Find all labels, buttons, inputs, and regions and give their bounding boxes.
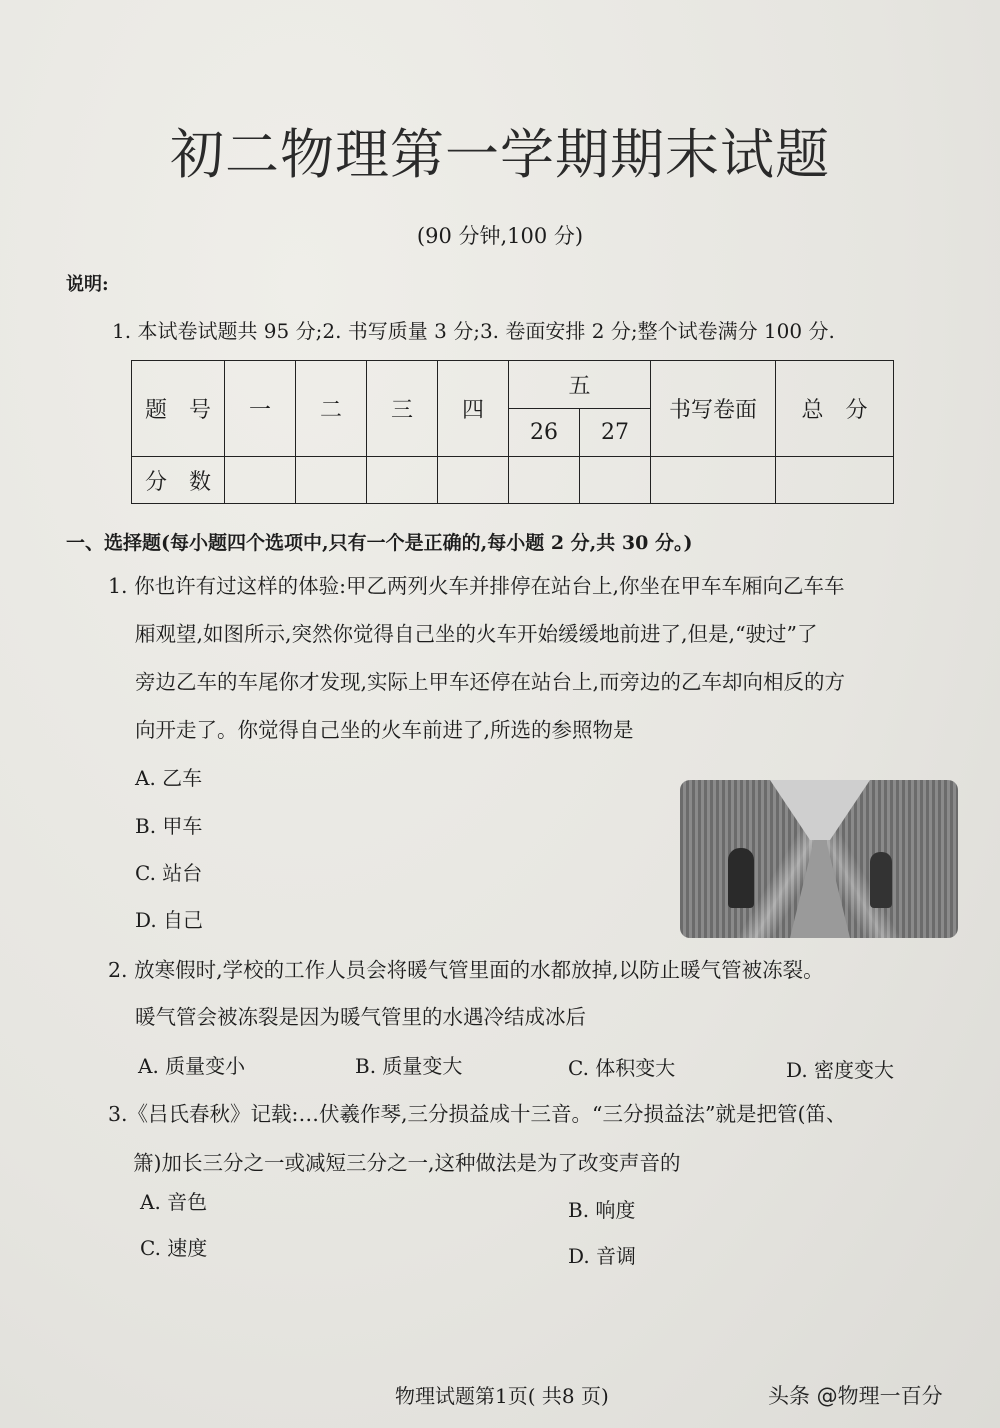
- option-b[interactable]: B. 响度: [568, 1198, 636, 1222]
- score-cell[interactable]: [296, 457, 367, 504]
- passenger-figure: [728, 848, 754, 908]
- train-carriage-illustration: [680, 780, 958, 938]
- question-2-line-2: 暖气管会被冻裂是因为暖气管里的水遇冷结成冰后: [135, 1005, 586, 1029]
- col-3: 三: [367, 361, 438, 457]
- option-b[interactable]: B. 质量变大: [355, 1054, 463, 1078]
- score-cell[interactable]: [651, 457, 776, 504]
- row-label-score: 分 数: [132, 457, 225, 504]
- option-d[interactable]: D. 音调: [568, 1244, 637, 1268]
- question-3-line-2: 箫)加长三分之一或减短三分之一,这种做法是为了改变声音的: [133, 1151, 681, 1175]
- score-cell[interactable]: [509, 457, 580, 504]
- col-writing: 书写卷面: [651, 361, 776, 457]
- col-5-sub-26: 26: [509, 409, 580, 457]
- score-cell[interactable]: [367, 457, 438, 504]
- option-c[interactable]: C. 站台: [135, 861, 203, 885]
- exam-title: 初二物理第一学期期末试题: [170, 123, 830, 186]
- question-3-line-1: 3.《吕氏春秋》记载:…伏羲作琴,三分损益成十三音。“三分损益法”就是把管(笛、: [108, 1102, 847, 1126]
- question-text-line: 厢观望,如图所示,突然你觉得自己坐的火车开始缓缓地前进了,但是,“驶过”了: [135, 622, 818, 646]
- col-total: 总 分: [776, 361, 894, 457]
- score-cell[interactable]: [776, 457, 894, 504]
- col-5-sub-27: 27: [580, 409, 651, 457]
- notes-label: 说明:: [66, 274, 109, 295]
- score-cell[interactable]: [225, 457, 296, 504]
- option-d[interactable]: D. 自己: [135, 908, 204, 932]
- exam-duration-score: (90 分钟,100 分): [416, 224, 584, 248]
- question-text-line: 1. 你也许有过这样的体验:甲乙两列火车并排停在站台上,你坐在甲车车厢向乙车车: [108, 574, 845, 598]
- option-a[interactable]: A. 乙车: [135, 766, 203, 790]
- option-c[interactable]: C. 体积变大: [568, 1056, 676, 1080]
- notes-text: 1. 本试卷试题共 95 分;2. 书写质量 3 分;3. 卷面安排 2 分;整个试卷满分 100 分.: [112, 319, 835, 343]
- question-text-line: 向开走了。你觉得自己坐的火车前进了,所选的参照物是: [135, 718, 634, 742]
- score-cell[interactable]: [438, 457, 509, 504]
- col-2: 二: [296, 361, 367, 457]
- question-text-line: 旁边乙车的车尾你才发现,实际上甲车还停在站台上,而旁边的乙车却向相反的方: [135, 670, 846, 694]
- option-d[interactable]: D. 密度变大: [786, 1058, 895, 1082]
- score-cell[interactable]: [580, 457, 651, 504]
- col-1: 一: [225, 361, 296, 457]
- option-c[interactable]: C. 速度: [140, 1236, 208, 1260]
- watermark: 头条 @物理一百分: [768, 1384, 943, 1408]
- col-4: 四: [438, 361, 509, 457]
- passenger-figure: [870, 852, 892, 908]
- row-label-question-number: 题 号: [132, 361, 225, 457]
- option-a[interactable]: A. 音色: [140, 1190, 208, 1214]
- score-table: [131, 360, 894, 504]
- option-a[interactable]: A. 质量变小: [138, 1054, 246, 1078]
- page-footer: 物理试题第1页( 共8 页): [395, 1384, 609, 1408]
- option-b[interactable]: B. 甲车: [135, 814, 203, 838]
- col-5-group: 五: [509, 361, 651, 409]
- section-heading: 一、选择题(每小题四个选项中,只有一个是正确的,每小题 2 分,共 30 分。): [66, 532, 693, 554]
- question-2-line-1: 2. 放寒假时,学校的工作人员会将暖气管里面的水都放掉,以防止暖气管被冻裂。: [108, 958, 824, 982]
- question-1: [108, 562, 968, 754]
